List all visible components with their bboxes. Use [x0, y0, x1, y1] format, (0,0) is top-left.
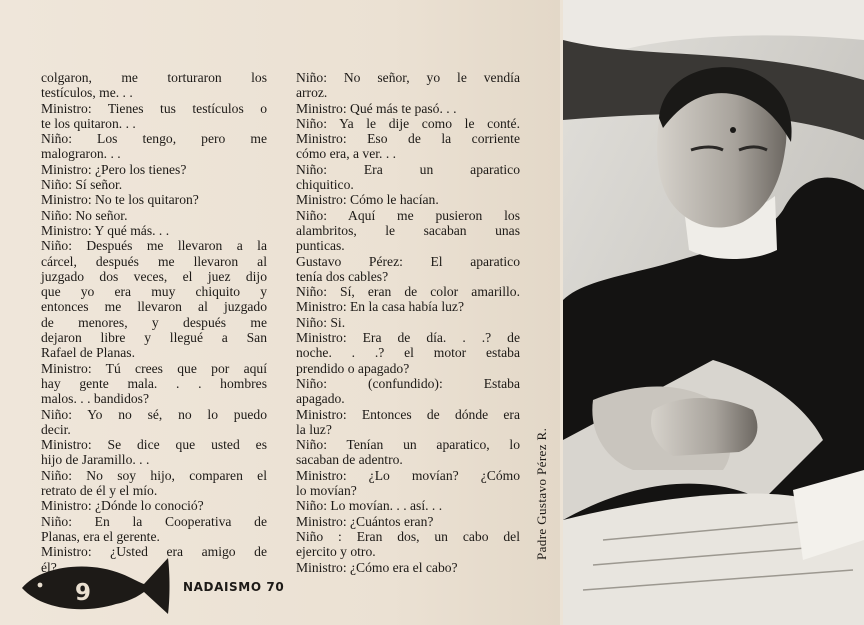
text-line: Niño: Sí, eran de color amarillo.: [296, 284, 520, 300]
text-line: Ministro: Cómo le hacían.: [296, 192, 439, 208]
text-line: Ministro: Se dice que usted es: [41, 437, 267, 453]
text-line: dejaron libre y llegué a San: [41, 330, 267, 346]
text-line: Niño: Ya le dije como le conté.: [296, 115, 520, 131]
text-line: Ministro: En la casa había luz?: [296, 299, 464, 315]
text-line: Ministro: Tienes tus testículos o: [41, 100, 267, 116]
text-line: Planas, era el gerente.: [41, 528, 160, 544]
text-line: Niño: No soy hijo, comparen el: [41, 467, 267, 483]
text-line: lo movían?: [296, 483, 357, 499]
text-line: Gustavo Pérez: El aparatico: [296, 253, 520, 269]
text-line: que yo era muy chiquito y: [41, 284, 267, 300]
priest-photo: [563, 0, 864, 625]
text-line: él?: [41, 559, 57, 575]
text-line: hijo de Jaramillo. . .: [41, 452, 150, 468]
text-line: Niño: No señor, yo le vendía: [296, 70, 520, 85]
text-line: Niño : Eran dos, un cabo del: [296, 528, 520, 544]
text-line: Ministro: ¿Cuántos eran?: [296, 513, 434, 529]
text-line: punticas.: [296, 238, 345, 254]
text-line: Ministro: ¿Lo movían? ¿Cómo: [296, 467, 520, 483]
text-line: Ministro: ¿Usted era amigo de: [41, 544, 267, 560]
text-line: Rafael de Planas.: [41, 345, 135, 361]
text-line: retrato de él y el mío.: [41, 483, 158, 499]
right-text-column: [296, 70, 520, 575]
text-line: te los quitaron. . .: [41, 115, 136, 131]
text-line: cárcel, después me llevaron al: [41, 253, 267, 269]
text-line: Niño: (confundido): Estaba: [296, 375, 520, 391]
page-footer: [0, 550, 300, 625]
text-line: entonces me llevaron al juzgado: [41, 299, 267, 315]
text-line: cómo era, a ver. . .: [296, 146, 397, 162]
text-line: Ministro: Qué más te pasó. . .: [296, 100, 457, 116]
page-number: 9: [74, 580, 91, 606]
text-line: Niño: Lo movían. . . así. . .: [296, 498, 443, 514]
text-line: ejercito y otro.: [296, 544, 376, 560]
text-line: Ministro: ¿Dónde lo conoció?: [41, 498, 204, 514]
photo-caption: Padre Gustavo Pérez R.: [534, 427, 549, 560]
text-line: Niño: Era un aparatico: [296, 161, 520, 177]
text-line: malograron. . .: [41, 146, 121, 162]
text-line: juzgado dos veces, el juez dijo: [41, 268, 267, 284]
text-line: Niño: En la Cooperativa de: [41, 513, 267, 529]
text-line: Niño: Sí señor.: [41, 177, 123, 193]
text-line: Ministro: Eso de la corriente: [296, 131, 520, 147]
text-line: Ministro: No te los quitaron?: [41, 192, 199, 208]
text-line: Ministro: Y qué más. . .: [41, 222, 170, 238]
text-line: Niño: Yo no sé, no lo puedo: [41, 406, 267, 422]
text-line: Niño: No señor.: [41, 207, 128, 223]
text-line: Ministro: Era de día. . .? de: [296, 330, 520, 346]
text-line: de menores, y después me: [41, 314, 267, 330]
text-line: Niño: Después me llevaron a la: [41, 238, 267, 254]
text-line: sacaban de adentro.: [296, 452, 403, 468]
text-line: Niño: Los tengo, pero me: [41, 131, 267, 147]
magazine-name: NADAISMO 70: [183, 580, 285, 594]
text-line: Niño: Aquí me pusieron los: [296, 207, 520, 223]
text-line: alambritos, le sacaban unas: [296, 222, 520, 238]
text-line: prendido o apagado?: [296, 360, 410, 376]
priest-reading-photo: [563, 0, 864, 625]
text-line: arroz.: [296, 85, 328, 101]
text-line: testículos, me. . .: [41, 85, 133, 101]
text-line: malos. . . bandidos?: [41, 391, 149, 407]
text-line: Niño: Tenían un aparatico, lo: [296, 437, 520, 453]
text-line: tenía dos cables?: [296, 268, 389, 284]
text-line: decir.: [41, 421, 71, 437]
text-line: noche. . .? el motor estaba: [296, 345, 520, 361]
text-line: apagado.: [296, 391, 345, 407]
text-line: la luz?: [296, 421, 332, 437]
left-text-column: [41, 70, 267, 575]
text-line: Ministro: ¿Pero los tienes?: [41, 161, 187, 177]
text-line: colgaron, me torturaron los: [41, 70, 267, 85]
text-line: hay gente mala. . . hombres: [41, 375, 267, 391]
text-line: chiquitico.: [296, 177, 354, 193]
text-line: Ministro: Entonces de dónde era: [296, 406, 520, 422]
text-line: Niño: Si.: [296, 314, 346, 330]
text-line: Ministro: ¿Cómo era el cabo?: [296, 559, 458, 575]
text-line: Ministro: Tú crees que por aquí: [41, 360, 267, 376]
